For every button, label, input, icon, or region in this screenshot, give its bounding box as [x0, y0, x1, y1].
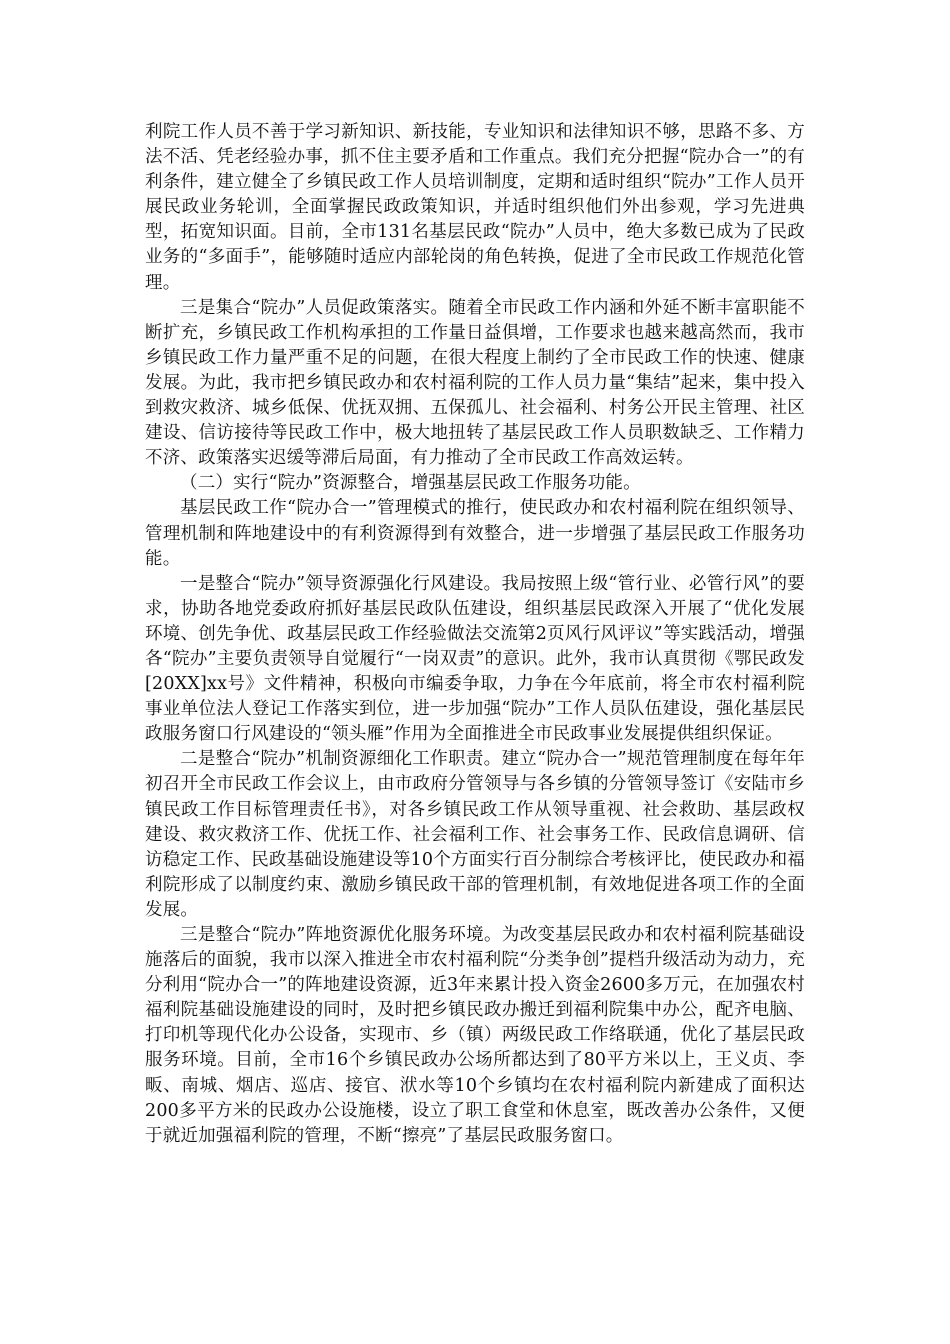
paragraph-continued-training: 利院工作人员不善于学习新知识、新技能，专业知识和法律知识不够，思路不多、方法不活、凭老经验办事，抓不住主要矛盾和工作重点。我们充分把握“院办合一”的有利条件，建立健全了乡镇民政工作人员培训制度，定期和适时组织“院办”工作人员开展民政业务轮训，全面掌握民政政策知识，并适时组织他们外出参观，学习先进典型，拓宽知识面。目前，全市131名基层民政“院办”人员中，绝大多数已成为了民政业务的“多面手”，能够随时适应内部轮岗的角色转换，促进了全市民政工作规范化管理。	[145, 122, 805, 293]
paragraph-integration-intro: 基层民政工作“院办合一”管理模式的推行，使民政办和农村福利院在组织领导、管理机制和阵地建设中的有利资源得到有效整合，进一步增强了基层民政工作服务功能。	[145, 498, 805, 569]
paragraph-mechanism-resources: 二是整合“院办”机制资源细化工作职责。建立“院办合一”规范管理制度在每年年初召开全市民政工作会议上，由市政府分管领导与各乡镇的分管领导签订《安陆市乡镇民政工作目标管理责任书》，对各乡镇民政工作从领导重视、社会救助、基层政权建设、救灾救济工作、优抚工作、社会福利工作、社会事务工作、民政信息调研、信访稳定工作、民政基础设施建设等10个方面实行百分制综合考核评比，使民政办和福利院形成了以制度约束、激励乡镇民政干部的管理机制，有效地促进各项工作的全面发展。	[145, 749, 805, 920]
paragraph-facility-resources: 三是整合“院办”阵地资源优化服务环境。为改变基层民政办和农村福利院基础设施落后的面貌，我市以深入推进全市农村福利院“分类争创”提档升级活动为动力，充分利用“院办合一”的阵地建设资源，近3年来累计投入资金2600多万元，在加强农村福利院基础设施建设的同时，及时把乡镇民政办搬迁到福利院集中办公，配齐电脑、打印机等现代化办公设备，实现市、乡（镇）两级民政工作络联通，优化了基层民政服务环境。目前，全市16个乡镇民政办公场所都达到了80平方米以上，王义贞、李畈、南城、烟店、巡店、接官、洑水等10个乡镇均在农村福利院内新建成了面积达200多平方米的民政办公设施楼，设立了职工食堂和休息室，既改善办公条件，又便于就近加强福利院的管理，不断“擦亮”了基层民政服务窗口。	[145, 925, 805, 1146]
document-body	[145, 120, 805, 1149]
paragraph-leadership-resources: 一是整合“院办”领导资源强化行风建设。我局按照上级“管行业、必管行风”的要求，协助各地党委政府抓好基层民政队伍建设，组织基层民政深入开展了“优化发展环境、创先争优、政基层民政工作经验做法交流第2页风行风评议”等实践活动，增强各“院办”主要负责领导自觉履行“一岗双责”的意识。此外，我市认真贯彻《鄂民政发[20XX]xx号》文件精神，积极向市编委争取，力争在今年底前，将全市农村福利院事业单位法人登记工作落实到位，进一步加强“院办”工作人员队伍建设，强化基层民政服务窗口行风建设的“领头雁”作用为全面推进全市民政事业发展提供组织保证。	[145, 573, 805, 745]
paragraph-staff-policy: 三是集合“院办”人员促政策落实。随着全市民政工作内涵和外延不断丰富职能不断扩充，乡镇民政工作机构承担的工作量日益俱增，工作要求也越来越高然而，我市乡镇民政工作力量严重不足的问题，在很大程度上制约了全市民政工作的快速、健康发展。为此，我市把乡镇民政办和农村福利院的工作人员力量“集结”起来，集中投入到救灾救济、城乡低保、优抚双拥、五保孤儿、社会福利、村务公开民主管理、社区建设、信访接待等民政工作中，极大地扭转了基层民政工作人员职数缺乏、工作精力不济、政策落实迟缓等滞后局面，有力推动了全市民政工作高效运转。	[145, 297, 805, 469]
section-heading-resource-integration: （二）实行“院办”资源整合，增强基层民政工作服务功能。	[180, 473, 641, 494]
